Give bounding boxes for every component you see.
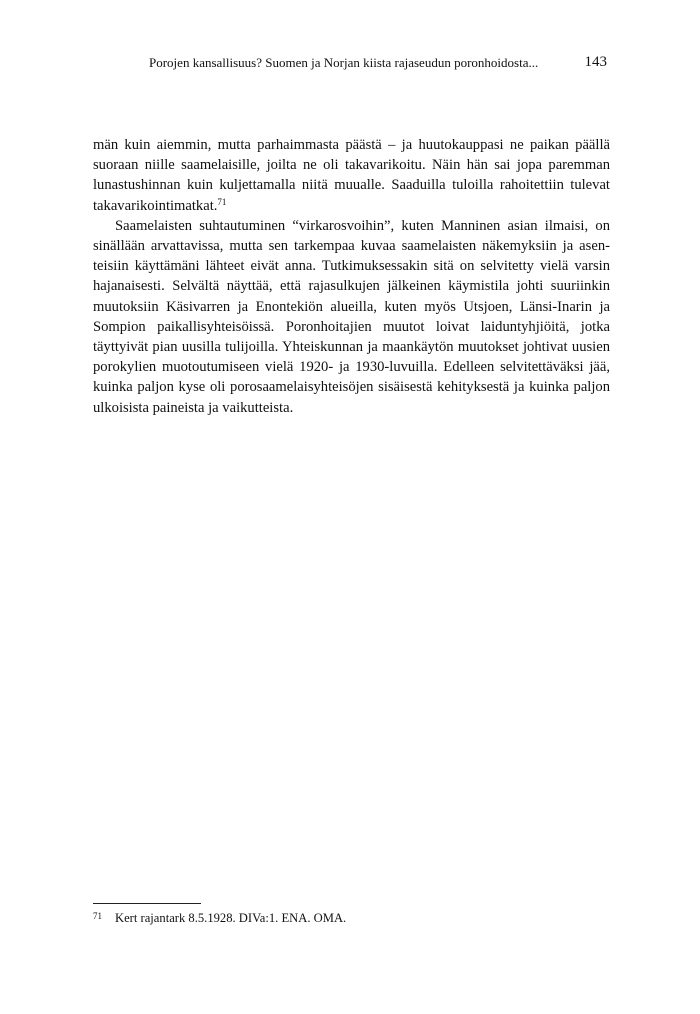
footnote-text: Kert rajantark 8.5.1928. DIVa:1. ENA. OMA. [115, 911, 347, 925]
paragraph-1-text: män kuin aiemmin, mutta parhaimmasta päästä – ja huutokauppasi ne paikan päällä suoraan niille saamelaisille, joilta ne oli takavarikoitu. Näin hän sai jopa paremman lunastushinnan kuin kuljettamalla niitä muualle. Saaduilla tuloilla rahoitettiin tulevat takavarikointimatkat. [93, 137, 610, 214]
page-number: 143 [584, 54, 607, 70]
running-title: Porojen kansallisuus? Suomen ja Norjan kiista rajaseudun poronhoidosta... [149, 55, 539, 70]
body-text [93, 135, 610, 418]
paragraph-1 [93, 135, 610, 216]
footnote-reference[interactable]: 71 [217, 196, 227, 207]
paragraph-2: Saamelaisten suhtautuminen “virkarosvoihin”, kuten Manninen asian ilmaisi, on sinällään arvattavissa, mutta sen tarkempaa kuvaa saamelaisten näkemyksiin ja asenteisiin käyttämäni lähteet eivät anna. Tutkimuksessakin sitä on selvitetty vielä varsin hajanaisesti. Selvältä näyttää, että rajasulkujen jälkeinen käymistila johti suuriinkin muutoksiin Käsivarren ja Enontekiön alueilla, kuten myös Utsjoen, Länsi-Inarin ja Sompion paikallisyhteisöissä. Poronhoitajien muutot loivat laiduntyhjiöitä, jotka täyttyivät pian uusilla tulijoilla. Yhteiskunnan ja maankäytön muutokset johtivat uusien porokylien muotoutumiseen vielä 1920- ja 1930-luvuilla. Edelleen selvitettäväksi jää, kuinka paljon kyse oli porosaamelaisyhteisöjen sisäisestä kehityksestä ja kuinka paljon ulkoisista paineista ja vaikutteista. [93, 217, 610, 416]
footnote-divider [93, 903, 201, 904]
footnote-marker: 71 [93, 911, 102, 921]
running-header [93, 54, 607, 74]
